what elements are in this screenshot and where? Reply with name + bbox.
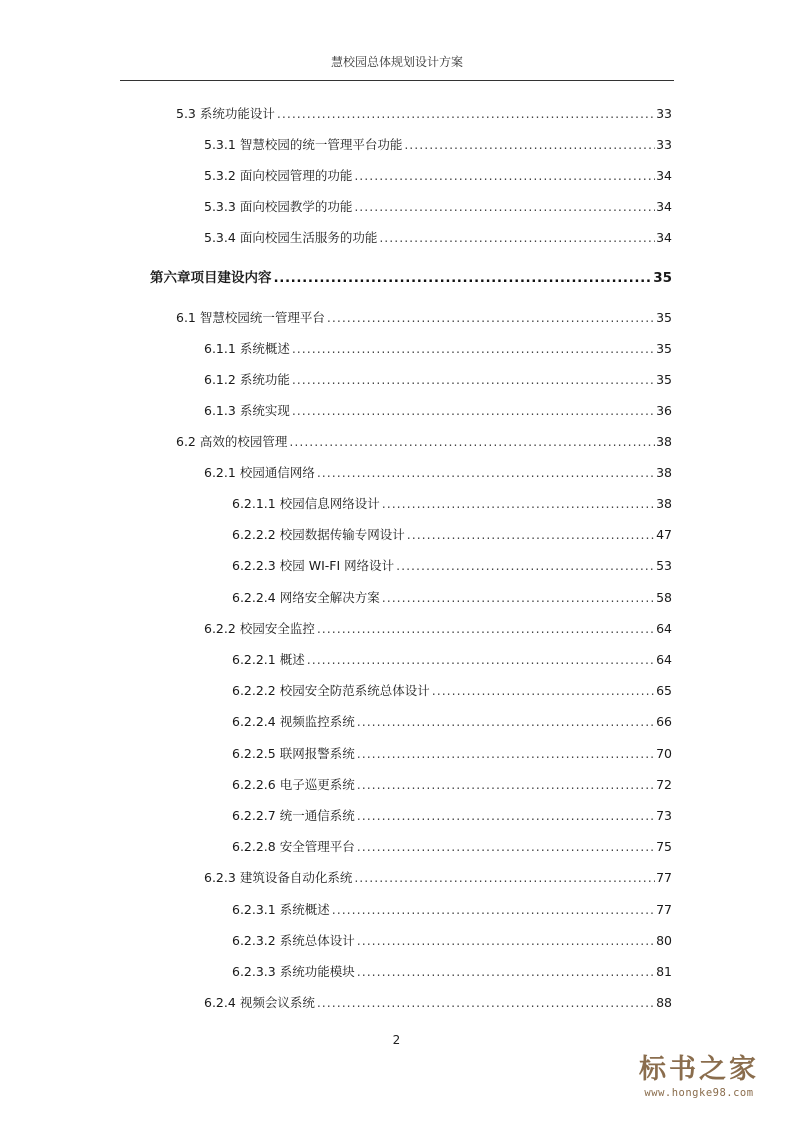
toc-leader-dots: [404, 137, 655, 153]
toc-entry-title: 面向校园生活服务的功能: [239, 230, 378, 245]
toc-leader-dots: [354, 168, 655, 184]
toc-entry-page: 35: [656, 310, 672, 325]
toc-entry-page: 38: [656, 496, 672, 511]
toc-leader-dots: [317, 465, 655, 481]
toc-entry-page: 35: [656, 341, 672, 356]
toc-leader-dots: [357, 714, 655, 730]
toc-entry-5-3-2[interactable]: [204, 164, 672, 184]
toc-entry-6-2-2[interactable]: [204, 617, 672, 637]
toc-entry-number: 6.1.3: [204, 403, 236, 418]
toc-entry-number: 5.3.2: [204, 168, 236, 183]
toc-entry-title: 网络安全解决方案: [279, 590, 380, 605]
toc-leader-dots: [274, 270, 653, 286]
toc-entry-page: 64: [656, 621, 672, 636]
toc-entry-number: 5.3: [176, 106, 196, 121]
toc-entry-number: 6.1.1: [204, 341, 236, 356]
toc-entry-number: 6.2.3.3: [232, 964, 276, 979]
toc-entry-title: 校园安全监控: [239, 621, 315, 636]
toc-entry-6-2[interactable]: [176, 430, 672, 450]
toc-entry-title: 面向校园管理的功能: [239, 168, 353, 183]
toc-leader-dots: [307, 652, 655, 668]
toc-entry-6-2-2-5[interactable]: [232, 742, 672, 762]
document-title: 慧校园总体规划设计方案: [330, 55, 463, 69]
toc-entry-6-2-2-3[interactable]: [232, 554, 672, 574]
watermark: [619, 1054, 779, 1108]
toc-entry-number: 6.2.2.5: [232, 746, 276, 761]
toc-entry-title: 校园信息网络设计: [279, 496, 380, 511]
toc-entry-page: 64: [656, 652, 672, 667]
toc-entry-number: 6.2.2.2: [232, 683, 276, 698]
toc-entry-title: 视频会议系统: [239, 995, 315, 1010]
toc-entry-page: 72: [656, 777, 672, 792]
toc-entry-page: 65: [656, 683, 672, 698]
toc-entry-title: 校园 WI-FI 网络设计: [279, 558, 395, 573]
toc-entry-page: 73: [656, 808, 672, 823]
toc-entry-page: 34: [656, 230, 672, 245]
toc-entry-page: 33: [656, 137, 672, 152]
toc-entry-number: 5.3.1: [204, 137, 236, 152]
toc-entry-title: 智慧校园的统一管理平台功能: [239, 137, 403, 152]
toc-entry-number: 6.2.2.6: [232, 777, 276, 792]
toc-leader-dots: [357, 933, 655, 949]
toc-entry-number: 6.2.2.4: [232, 590, 276, 605]
toc-leader-dots: [357, 964, 655, 980]
toc-leader-dots: [357, 808, 655, 824]
toc-entry-number: 6.2.3.2: [232, 933, 276, 948]
toc-entry-6-2-3-3[interactable]: [232, 960, 672, 980]
toc-entry-title: 系统功能模块: [279, 964, 355, 979]
toc-entry-number: 6.2.2.4: [232, 714, 276, 729]
toc-chapter-6[interactable]: [150, 266, 672, 286]
toc-entry-number: 5.3.3: [204, 199, 236, 214]
toc-leader-dots: [277, 106, 655, 122]
toc-entry-6-2-2-2-a[interactable]: [232, 523, 672, 543]
toc-entry-title: 智慧校园统一管理平台: [199, 310, 325, 325]
toc-entry-page: 33: [656, 106, 672, 121]
toc-leader-dots: [357, 777, 655, 793]
toc-entry-number: 6.2: [176, 434, 196, 449]
toc-entry-5-3-4[interactable]: [204, 226, 672, 246]
toc-entry-title: 系统概述: [279, 902, 330, 917]
toc-entry-title: 面向校园教学的功能: [239, 199, 353, 214]
toc-entry-6-2-4[interactable]: [204, 991, 672, 1011]
toc-entry-6-2-2-4-b[interactable]: [232, 710, 672, 730]
toc-entry-title: 系统实现: [239, 403, 290, 418]
page-number: 2: [392, 1033, 401, 1047]
toc-entry-page: 35: [653, 270, 672, 286]
toc-leader-dots: [396, 558, 655, 574]
watermark-url: www.hongke98.com: [644, 1087, 754, 1099]
toc-leader-dots: [292, 403, 655, 419]
toc-entry-number: 6.2.2.1: [232, 652, 276, 667]
toc-entry-title: 校园通信网络: [239, 465, 315, 480]
toc-leader-dots: [354, 199, 655, 215]
toc-entry-title: 统一通信系统: [279, 808, 355, 823]
toc-leader-dots: [289, 434, 655, 450]
toc-entry-6-2-2-4-a[interactable]: [232, 586, 672, 606]
toc-entry-number: 6.2.2: [204, 621, 236, 636]
toc-entry-title: 系统总体设计: [279, 933, 355, 948]
toc-leader-dots: [382, 496, 655, 512]
toc-entry-5-3-3[interactable]: [204, 195, 672, 215]
toc-entry-title: 系统功能: [239, 372, 290, 387]
toc-entry-title: 校园安全防范系统总体设计: [279, 683, 430, 698]
toc-entry-6-1-3[interactable]: [204, 399, 672, 419]
toc-leader-dots: [317, 621, 655, 637]
toc-entry-6-2-1-1[interactable]: [232, 492, 672, 512]
toc-entry-6-2-2-8[interactable]: [232, 835, 672, 855]
toc-entry-page: 88: [656, 995, 672, 1010]
toc-entry-title: 联网报警系统: [279, 746, 355, 761]
toc-entry-page: 77: [656, 870, 672, 885]
toc-leader-dots: [379, 230, 655, 246]
toc-entry-page: 66: [656, 714, 672, 729]
toc-entry-number: 6.2.1.1: [232, 496, 276, 511]
toc-entry-page: 38: [656, 434, 672, 449]
toc-entry-6-2-3[interactable]: [204, 866, 672, 886]
toc-entry-page: 36: [656, 403, 672, 418]
toc-entry-number: 6.2.2.3: [232, 558, 276, 573]
toc-leader-dots: [382, 590, 655, 606]
toc-entry-title: 安全管理平台: [279, 839, 355, 854]
toc-entry-title: 系统功能设计: [199, 106, 275, 121]
toc-leader-dots: [357, 839, 655, 855]
toc-entry-page: 75: [656, 839, 672, 854]
toc-leader-dots: [357, 746, 655, 762]
toc-entry-5-3-1[interactable]: [204, 133, 672, 153]
toc-entry-page: 34: [656, 199, 672, 214]
toc-entry-page: 77: [656, 902, 672, 917]
toc-entry-number: 6.2.2.7: [232, 808, 276, 823]
toc-entry-page: 81: [656, 964, 672, 979]
toc-leader-dots: [292, 341, 655, 357]
toc-entry-title: 校园数据传输专网设计: [279, 527, 405, 542]
toc-entry-title: 系统概述: [239, 341, 290, 356]
toc-chapter-title: 第六章项目建设内容: [150, 270, 272, 286]
toc-entry-title: 高效的校园管理: [199, 434, 288, 449]
toc-leader-dots: [332, 902, 655, 918]
toc-entry-page: 35: [656, 372, 672, 387]
toc-entry-number: 5.3.4: [204, 230, 236, 245]
toc-entry-6-2-3-1[interactable]: [232, 898, 672, 918]
toc-entry-page: 38: [656, 465, 672, 480]
toc-entry-5-3[interactable]: [176, 102, 672, 122]
toc-entry-6-2-2-1[interactable]: [232, 648, 672, 668]
toc-entry-title: 建筑设备自动化系统: [239, 870, 353, 885]
toc-entry-6-2-3-2[interactable]: [232, 929, 672, 949]
toc-entry-number: 6.2.2.8: [232, 839, 276, 854]
toc-leader-dots: [407, 527, 655, 543]
toc-entry-number: 6.1.2: [204, 372, 236, 387]
toc-entry-number: 6.2.4: [204, 995, 236, 1010]
toc-entry-6-2-2-2-b[interactable]: [232, 679, 672, 699]
toc-entry-number: 6.1: [176, 310, 196, 325]
toc-entry-title: 视频监控系统: [279, 714, 355, 729]
toc-entry-6-2-1[interactable]: [204, 461, 672, 481]
toc-entry-title: 概述: [279, 652, 305, 667]
toc-entry-6-2-2-7[interactable]: [232, 804, 672, 824]
toc-entry-6-1-2[interactable]: [204, 368, 672, 388]
toc-entry-6-1[interactable]: [176, 306, 672, 326]
toc-leader-dots: [292, 372, 655, 388]
toc-entry-6-1-1[interactable]: [204, 337, 672, 357]
toc-entry-number: 6.2.2.2: [232, 527, 276, 542]
toc-entry-page: 80: [656, 933, 672, 948]
watermark-logo: 标书之家: [639, 1054, 759, 1085]
toc-entry-number: 6.2.3.1: [232, 902, 276, 917]
toc-entry-title: 电子巡更系统: [279, 777, 355, 792]
toc-leader-dots: [327, 310, 655, 326]
toc-entry-page: 58: [656, 590, 672, 605]
toc-entry-page: 70: [656, 746, 672, 761]
toc-leader-dots: [432, 683, 655, 699]
toc-entry-6-2-2-6[interactable]: [232, 773, 672, 793]
toc-entry-page: 53: [656, 558, 672, 573]
toc-entry-page: 34: [656, 168, 672, 183]
toc-entry-page: 47: [656, 527, 672, 542]
toc-leader-dots: [317, 995, 655, 1011]
toc-leader-dots: [354, 870, 655, 886]
toc-entry-number: 6.2.1: [204, 465, 236, 480]
toc-entry-number: 6.2.3: [204, 870, 236, 885]
